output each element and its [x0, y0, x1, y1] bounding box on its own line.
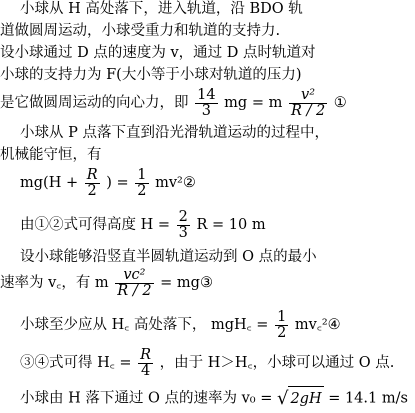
text-line-7: 机械能守恒，有	[0, 147, 102, 163]
equation-4-suffix: = mg③	[160, 275, 213, 291]
equation-1-prefix: 是它做圆周运动的向心力，即	[0, 95, 189, 111]
equation-3-suffix: R = 10 m	[196, 217, 266, 233]
radical-sign-icon: √	[276, 387, 289, 409]
fraction-numerator: 1	[277, 308, 287, 325]
equation-6-suffix: ，由于 H＞H꜀，小球可以通过 O 点.	[159, 355, 395, 371]
equation-line-4	[0, 266, 213, 300]
fraction-numerator: R	[140, 346, 152, 363]
fraction-v2-over-r2	[289, 88, 327, 119]
equation-5-suffix: mv꜀²④	[294, 317, 341, 333]
equation-line-6	[20, 346, 394, 380]
equation-7-prefix: 小球由 H 落下通过 O 点的速率为 v₀ =	[20, 390, 273, 407]
equation-2-prefix: mg(H +	[20, 175, 79, 191]
equation-line-1	[0, 86, 347, 120]
equation-1-middle: mg = m	[224, 95, 283, 111]
equation-6-prefix: ③④式可得 H꜀ =	[20, 355, 132, 371]
equation-2-middle: ) =	[106, 175, 129, 191]
fraction-numerator: R	[86, 166, 98, 183]
equation-line-3	[20, 208, 266, 242]
equation-5-prefix: 小球至少应从 H꜀ 高处落下， mgH꜀ =	[20, 317, 269, 333]
fraction-numerator: v²	[301, 86, 316, 103]
fraction-1-over-2	[135, 168, 148, 199]
fraction-r-over-4	[138, 348, 153, 379]
fraction-numerator: vc²	[123, 266, 146, 283]
equation-line-2	[20, 166, 196, 200]
text-line-1: 小球从 H 高处落下，进入轨道，沿 BDO 轨	[20, 1, 303, 17]
square-root	[277, 386, 324, 411]
fraction-denominator: 2	[277, 324, 287, 341]
equation-3-prefix: 由①②式可得高度 H =	[20, 217, 171, 233]
fraction-denominator: 3	[178, 224, 188, 241]
equation-7-suffix: = 14.1 m/s	[328, 390, 408, 407]
fraction-denominator: 4	[138, 363, 153, 379]
fraction-14-over-3	[195, 88, 217, 119]
equation-line-7	[20, 386, 408, 411]
fraction-denominator: R / 2	[117, 282, 152, 299]
equation-line-5	[20, 308, 341, 342]
fraction-denominator: 2	[137, 182, 147, 199]
fraction-vc2-over-r2	[115, 268, 153, 299]
fraction-denominator: 3	[195, 103, 217, 119]
text-line-3: 设小球通过 D 点的速度为 v，通过 D 点时轨道对	[0, 45, 316, 61]
text-line-4: 小球的支持力为 F(大小等于小球对轨道的压力)	[0, 67, 302, 83]
fraction-denominator: 2	[85, 183, 100, 199]
fraction-numerator: 1	[137, 166, 147, 183]
radicand: 2gH	[288, 386, 323, 411]
fraction-1-over-2-b	[275, 310, 288, 341]
fraction-2-over-3	[177, 210, 190, 241]
equation-1-number: ①	[333, 95, 347, 111]
fraction-numerator: 14	[197, 86, 216, 103]
fraction-numerator: 2	[178, 208, 188, 225]
equation-2-suffix: mv²②	[155, 175, 196, 191]
text-line-10: 设小球能够沿竖直半圆轨道运动到 O 点的最小	[20, 249, 317, 265]
text-line-2: 道做圆周运动，小球受重力和轨道的支持力.	[0, 23, 281, 39]
fraction-denominator: R / 2	[290, 102, 326, 119]
text-line-6: 小球从 P 点落下直到沿光滑轨道运动的过程中，	[20, 125, 329, 141]
fraction-r-over-2	[85, 168, 100, 199]
equation-4-prefix: 速率为 v꜀，有 m	[0, 275, 109, 291]
